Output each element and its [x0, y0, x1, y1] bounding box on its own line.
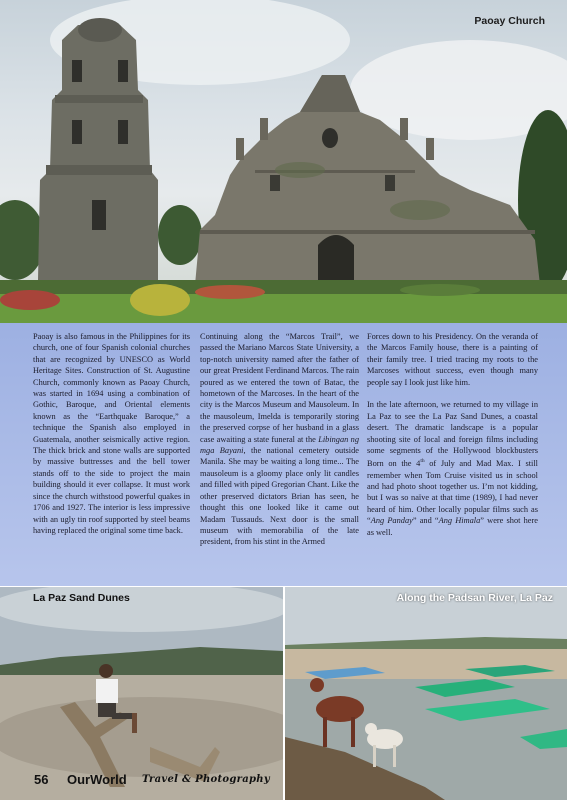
photo-caption: Along the Padsan River, La Paz	[396, 592, 553, 604]
sand-dunes-illustration	[0, 587, 283, 800]
page-number: 56	[34, 772, 49, 787]
emphasis-text: Libingan ng mga Bayani	[200, 434, 359, 456]
superscript: th	[420, 458, 425, 465]
church-illustration	[0, 0, 567, 323]
emphasis-text: Ang Himala	[438, 516, 481, 526]
photo-padsan-river	[285, 587, 567, 800]
photo-sand-dunes	[0, 587, 283, 800]
article-column-2	[200, 331, 359, 559]
paragraph	[367, 399, 538, 538]
text-run: Continuing along the “Marcos Trail”, we passed the Mariano Marcos State University, a top-notch university named after the father of our great President Ferdinand Marcos. The rain poured as we entered the town of Batac, the hometown of the Marcoses. In the heart of the city is the Marcos Museum and Mausoleum. In the mausoleum, Imelda is temporarily storing the preserved corpse of her husband in a glass case awaiting a state funeral at the	[200, 332, 359, 444]
text-run: In the late afternoon, we returned to my village in La Paz to see the La Paz Sand Dunes, a coastal desert. The dramatic landscape is a popular shooting site of local and foreign films including some segments of the Hollywood blockbusters Born on the 4	[367, 400, 538, 469]
paragraph	[200, 331, 359, 548]
photo-caption: La Paz Sand Dunes	[33, 592, 130, 604]
section-title: Travel & Photography	[142, 774, 270, 785]
river-illustration	[285, 587, 567, 800]
text-run: ” were shot here as well.	[367, 516, 538, 537]
hero-photo-paoay-church	[0, 0, 567, 323]
emphasis-text: Ang Panday	[370, 516, 413, 526]
article-column-3	[367, 331, 538, 549]
text-run: of July and Mad Max. I still remember when Tom Cruise visited us in school and had photo shoot together us. I’m not kidding, but I was so naïve at that time (1989), I had never heard of him. Other locally popular films such as “	[367, 459, 538, 526]
article-column-1	[33, 331, 190, 548]
paragraph: Paoay is also famous in the Philippines for its church, one of four Spanish colonial churches that are recognized by UNESCO as World Heritage Sites. Construction of St. Augustine Church, commonly known as Paoay Church, was started in 1694 using a combination of Gothic, Baroque, and Oriental elements known as the “Earthquake Baroque,” a technique the Spanish also employed in Guatemala, another seismically active region. The thick brick and stone walls are supported by massive buttresses and the bell tower stands off to the side to project the main building should it ever collapse. It must work since the church withstood powerful quakes in 1706 and 1927. The interior is less impressive with an ugly tin roof supported by steel beams having replaced the original some time back.	[33, 332, 190, 535]
magazine-brand: OurWorld	[67, 772, 127, 787]
paragraph: Forces down to his Presidency. On the veranda of the Marcos Family house, there is a painting of their family tree. I tried tracing my roots to the Marcoses without success, even though many people say I look just like him.	[367, 332, 538, 387]
text-run: , the national cemetery outside Manila. She may be waiting a long time... The mausoleum is a gloomy place only lit candles and filled with piped Gregorian Chant. Like the other preserved dictators Brian has seen, he thought this one looked like it came out Madam Tussauds. Next door is the small museum with memorabilia of the late president, from his stint in the Armed	[200, 446, 359, 547]
hero-caption: Paoay Church	[474, 15, 545, 27]
text-run: ” and “	[412, 516, 439, 526]
